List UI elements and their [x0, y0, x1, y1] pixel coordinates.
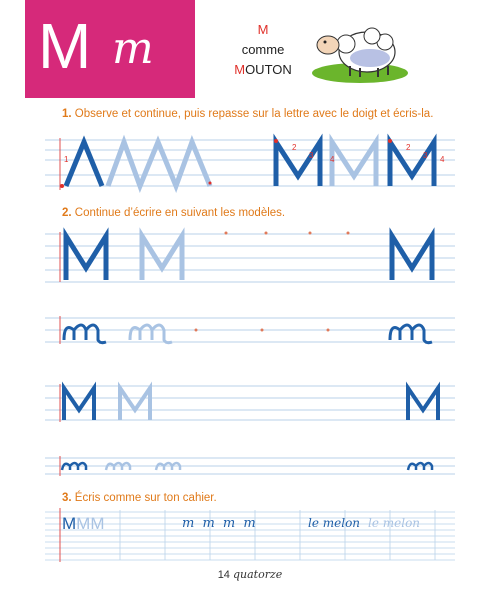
row2b-faded	[130, 325, 172, 343]
pattern-chevron-faded	[108, 142, 210, 186]
svg-text:3: 3	[309, 151, 314, 160]
page-word: quatorze	[233, 568, 283, 581]
model-upper-m-2	[390, 142, 434, 186]
svg-text:4: 4	[330, 155, 335, 164]
cahier-word-faded: le melon	[368, 516, 421, 530]
instruction-1-number: 1.	[62, 108, 72, 120]
row2b-model-1	[64, 325, 106, 343]
cahier-word-model: le melon	[308, 516, 361, 530]
row2b-model-2	[390, 325, 432, 343]
instruction-2-text: Continue d’écrire en suivant les modèles.	[74, 207, 286, 219]
word-letter: M	[257, 22, 269, 37]
title-letter-upper: M	[38, 10, 92, 82]
page-footer	[0, 568, 500, 581]
row2c-faded	[120, 388, 150, 420]
svg-text:3: 3	[423, 151, 428, 160]
instruction-3-text: Écris comme sur ton cahier.	[74, 492, 217, 504]
cahier-script-model: m m m m	[182, 516, 258, 531]
word-comme: comme	[241, 42, 285, 57]
title-letter-script: m	[112, 23, 154, 74]
svg-text:4: 4	[440, 155, 445, 164]
instruction-1-text: Observe et continue, puis repasse sur la lettre avec le doigt et écris-la.	[74, 108, 434, 120]
model-upper-m-faded	[332, 142, 376, 186]
instruction-2-number: 2.	[62, 207, 72, 219]
row2c-model-2	[408, 388, 438, 420]
instruction-3-number: 3.	[62, 492, 72, 504]
word-mouton-first: M	[234, 62, 246, 77]
stroke-number: 1	[64, 155, 69, 164]
pattern-chevron-1	[66, 142, 102, 186]
model-upper-m-1	[276, 142, 320, 186]
svg-text:2: 2	[292, 143, 297, 152]
word-mouton-rest: OUTON	[245, 62, 292, 77]
cahier-upper-model: MMM	[62, 514, 105, 533]
row2c-model-1	[64, 388, 94, 420]
svg-text:2: 2	[406, 143, 411, 152]
page-number: 14	[217, 569, 230, 581]
